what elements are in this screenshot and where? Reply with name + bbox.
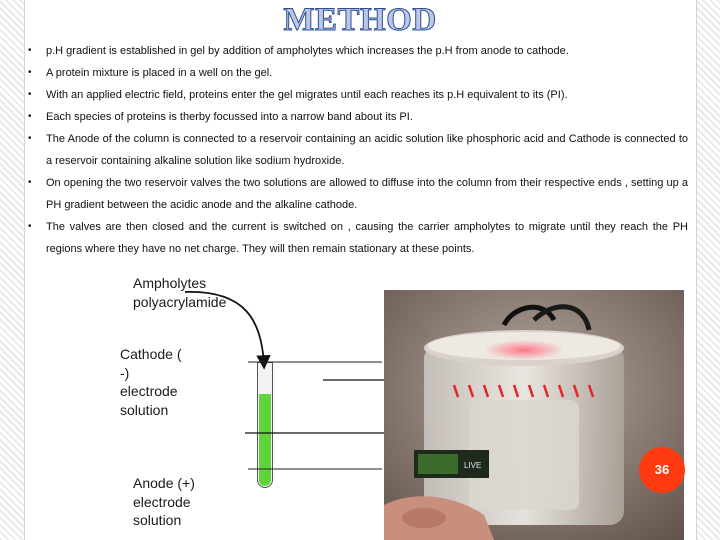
bullet-item: • The valves are then closed and the current is switched on , causing the carrier ampholytes to migrate until they reach the PH regions where they have no net charge. They will then remain stationary at these points. xyxy=(28,216,688,260)
gel-column-tube xyxy=(257,362,273,488)
bullet-list xyxy=(28,40,688,260)
right-border-decoration xyxy=(696,0,720,540)
bullet-item: • The Anode of the column is connected to a reservoir containing an acidic solution like phosphoric acid and Cathode is connected to a reservoir containing alkaline solution like sodium hydroxide. xyxy=(28,128,688,172)
slide-title: METHOD xyxy=(283,2,437,38)
apparatus-illustration xyxy=(384,290,684,540)
photo-label-text: LIVE xyxy=(464,461,482,470)
bullet-item: • On opening the two reservoir valves the two solutions are allowed to diffuse into the column from their respective ends , setting up a PH gradient between the acidic anode and the alkaline cathode. xyxy=(28,172,688,216)
anode-label: Anode (+) electrode solution xyxy=(133,475,195,528)
left-border-decoration xyxy=(0,0,25,540)
bullet-item: • p.H gradient is established in gel by addition of ampholytes which increases the p.H from anode to cathode. xyxy=(28,40,688,62)
cathode-label: Cathode ( -) electrode solution xyxy=(120,346,182,418)
ampholytes-label: Ampholytes polyacrylamide xyxy=(133,275,227,310)
apparatus-photo xyxy=(384,290,684,540)
bullet-item: • Each species of proteins is therby focussed into a narrow band about its PI. xyxy=(28,106,688,128)
bullet-item: • A protein mixture is placed in a well on the gel. xyxy=(28,62,688,84)
bullet-item: • With an applied electric field, proteins enter the gel migrates until each reaches its p.H equivalent to its (PI). xyxy=(28,84,688,106)
page-number-badge: 36 xyxy=(639,447,685,493)
polyacrylamide-gel-fill xyxy=(259,394,271,486)
